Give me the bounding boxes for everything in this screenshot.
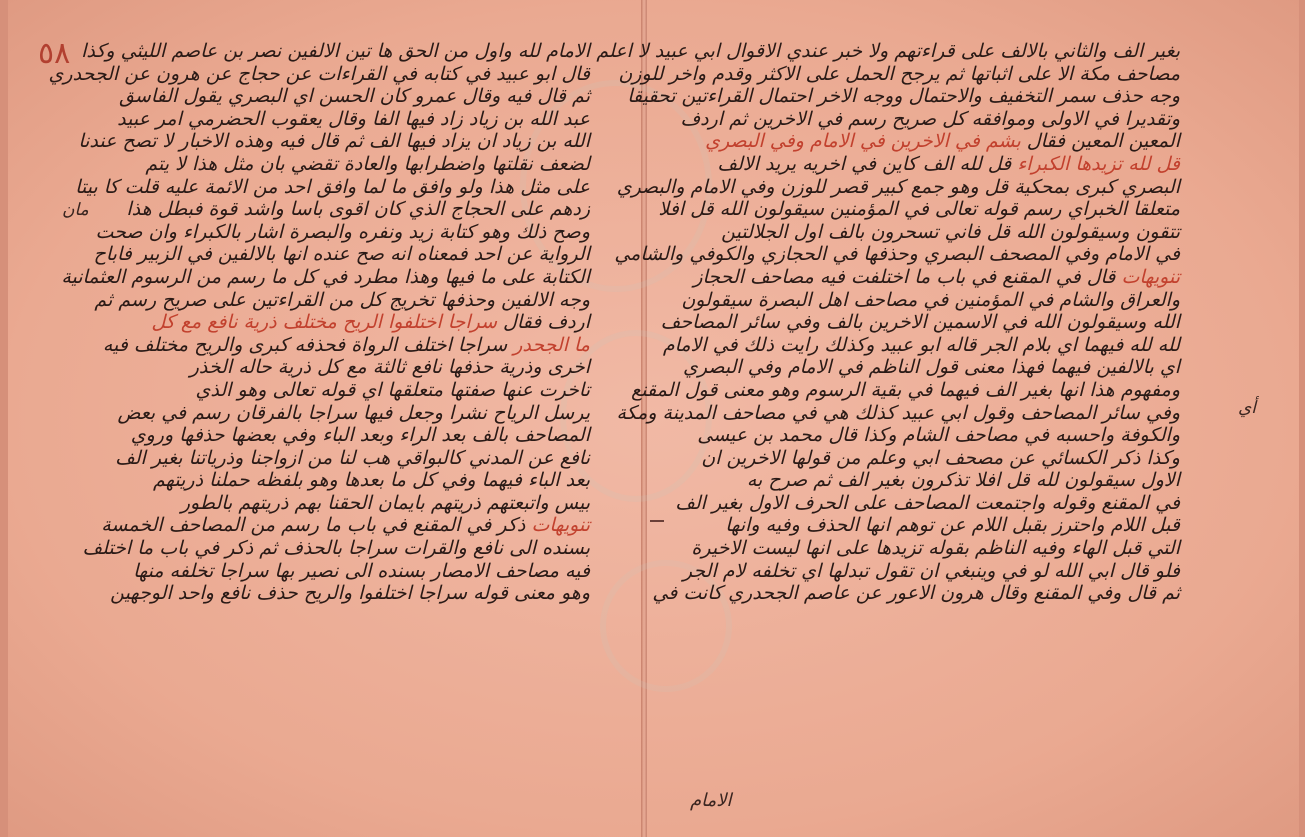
- text-line: الله وسيقولون الله في الاسمين الاخرين بالف وفي سائر المصاحف: [660, 311, 1180, 334]
- text-line: نافع عن المدني كالبواقي هب لنا من ازواجنا وذرياتنا بغير الف: [115, 446, 590, 469]
- text-line: البصري كبرى بمحكية قل وهو جمع كبير قصر للوزن وفي الامام والبصري: [616, 175, 1180, 198]
- text-line: قبل اللام واحترز بقبل اللام عن توهم انها الحذف وفيه وانها: [725, 514, 1180, 537]
- text-line: وفي سائر المصاحف وقول ابي عبيد كذلك هي في مصاحف المدينة ومكة: [616, 401, 1180, 424]
- text-line: ومفهوم هذا انها بغير الف فيهما في بقية الرسوم وهو معنى قول المقنع: [631, 378, 1180, 401]
- text-line: بيس واتبعتهم ذريتهم بايمان الحقنا بهم ذريتهم بالطور: [180, 491, 590, 514]
- text-line: تنويهات ذكر في المقنع في باب ما رسم من المصاحف الخمسة: [101, 514, 590, 537]
- text-line: ثم قال وفي المقنع وقال هرون الاعور عن عاصم الجحدري كانت في: [652, 582, 1180, 605]
- text-line: فلو قال ابي الله لو في وينبغي ان تقول تبدلها اي تخلفه لام الجر: [682, 559, 1180, 582]
- text-line: اردف فقال سراجا اختلفوا الريح مختلف ذرية نافع مع كل: [151, 311, 590, 334]
- text-line: وجه حذف سمر التخفيف والاحتمال ووجه الاخر احتمال القراءتين تحقيقا: [627, 85, 1180, 108]
- text-line: متعلقا الخبراي رسم قوله تعالى في المؤمنين سيقولون الله قل افلا: [658, 198, 1180, 221]
- text-line: على مثل هذا ولو وافق ما لما وافق احد من الائمة عليه قلت كا بيتا: [75, 175, 590, 198]
- text-line: زدهم على الحجاج الذي كان اقوى باسا واشد قوة فبطل هذا: [126, 198, 590, 221]
- right-page-text: [596, 40, 1180, 780]
- text-line: وكذا ذكر الكسائي عن مصحف ابي وعلم من قولها الاخرين ان: [701, 446, 1180, 469]
- page-edge-right: [1299, 0, 1305, 837]
- text-line: في المقنع وقوله واجتمعت المصاحف على الحرف الاول بغير الف: [675, 491, 1180, 514]
- text-line: قل لله تزيدها الكبراء قل لله الف كاين في اخريه يريد الالف: [717, 152, 1180, 175]
- text-line: المعين المعين فقال بشم في الاخرين في الامام وفي البصري: [705, 130, 1180, 153]
- text-line: والعراق والشام في المؤمنين في مصاحف اهل البصرة سيقولون: [681, 288, 1180, 311]
- text-line: مصاحف مكة الا على اثباتها ثم يرجح الحمل على الاكثر وقدم واخر للوزن: [618, 62, 1180, 85]
- text-line: فيه مصاحف الامصار بسنده الى نصير بها سراجا تخلفه منها: [133, 559, 590, 582]
- text-line: وصح ذلك وهو كتابة زيد ونفره والبصرة اشار بالكبراء وان صحت: [95, 220, 590, 243]
- text-line: التي قبل الهاء وفيه الناظم بقوله تزيدها على انها ليست الاخيرة: [691, 537, 1180, 560]
- text-line: لضعف نقلتها واضطرابها والعادة تقضي بان مثل هذا لا يتم: [145, 152, 590, 175]
- catchword: الامام: [690, 790, 732, 811]
- text-line: المصاحف بالف بعد الراء وبعد الباء وفي بعضها حذفها وروي: [130, 424, 590, 447]
- margin-note-left: مان: [62, 200, 89, 220]
- text-line: الاول سيقولون لله قل افلا تذكرون بغير الف ثم صرح به: [746, 469, 1180, 492]
- text-line: الامام لله واول من الحق ها تين الالفين نصر بن عاصم الليثي وكذا: [81, 40, 590, 62]
- text-line: الله بن زياد ان يزاد فيها الف ثم قال فيه وهذه الاخبار لا تصح عندنا: [78, 130, 590, 153]
- text-line: ثم قال فيه وقال عمرو كان الحسن اي البصري يقول الفاسق: [119, 85, 590, 108]
- text-line: اي بالالفين فيهما فهذا معنى قول الناظم في الامام وفي البصري: [683, 356, 1180, 379]
- text-line: اخرى وذرية حذفها نافع ثالثة مع كل ذرية حاله الخذر: [189, 356, 590, 379]
- text-line: الكتابة على ما فيها وهذا مطرد في كل ما رسم من الرسوم العثمانية: [61, 265, 590, 288]
- text-line: تاخرت عنها صفتها متعلقها اي قوله تعالى وهو الذي: [195, 378, 590, 401]
- text-line: لله لله فيهما اي بلام الجر قاله ابو عبيد وكذلك رايت ذلك في الامام: [662, 333, 1180, 356]
- text-line: يرسل الرياح نشرا وجعل فيها سراجا بالفرقان رسم في بعض: [117, 401, 590, 424]
- text-line: والكوفة واحسبه في مصاحف الشام وكذا قال محمد بن عيسى: [697, 424, 1180, 447]
- text-line: عبد الله بن زياد زاد فيها الفا وقال يعقوب الحضرمي امر عبيد: [117, 107, 590, 130]
- text-line: قال ابو عبيد في كتابه في القراءات عن حجاج عن هرون عن الجحدري: [48, 62, 590, 85]
- text-line: تتقون وسيقولون الله قل فاني تسحرون بالف اول الجلالتين: [721, 220, 1180, 243]
- page-edge-left: [0, 0, 8, 837]
- text-line: تنويهات قال في المقنع في باب ما اختلفت فيه مصاحف الحجاز: [693, 265, 1180, 288]
- margin-note-right: أي: [1238, 398, 1257, 418]
- text-line: وهو معنى قوله سراجا اختلفوا والريح حذف نافع واحد الوجهين: [110, 582, 590, 605]
- gutter-mark: [650, 520, 664, 522]
- text-line: في الامام وفي المصحف البصري وحذفها في الحجازي والكوفي والشامي: [614, 243, 1180, 266]
- text-line: ما الجحدر سراجا اختلف الرواة فحذفه كبرى والريح مختلف فيه: [102, 333, 590, 356]
- text-line: الرواية عن احد فمعناه انه صح عنده انها بالالفين في الزبير فاباح: [93, 243, 590, 266]
- text-line: بغير الف والثاني بالالف على قراءتهم ولا خبر عندي الاقوال ابي عبيد لا اعلم: [596, 40, 1180, 62]
- text-line: بعد الباء فيهما وفي كل ما بعدها وهو بلفظه حملنا ذريتهم: [153, 469, 590, 492]
- text-line: وجه الالفين وحذفها تخريج كل من القراءتين على صريح رسم ثم: [94, 288, 590, 311]
- text-line: وتقديرا في الاولى وموافقه كل صريح رسم في الاخرين ثم اردف: [680, 107, 1180, 130]
- folio-number: ٥٨: [38, 36, 71, 71]
- text-line: بسنده الى نافع والقرات سراجا بالحذف ثم ذكر في باب ما اختلف: [82, 537, 590, 560]
